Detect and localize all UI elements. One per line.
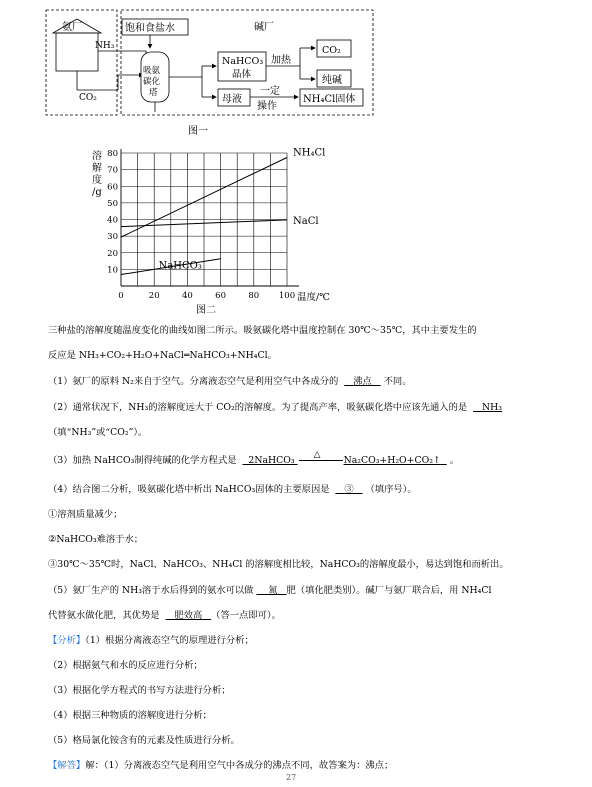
question-2-tail: （填“NH₃”或“CO₂”）。 [48,427,148,438]
question-5-text-2: 代替氨水做化肥，其优势是 [48,610,160,621]
tower-label-3: 塔 [149,88,158,98]
y-tick-label: 50 [107,198,118,209]
certain-op-label-2: 操作 [257,101,277,112]
option-2: ②NaHCO₃难溶于水； [48,534,144,545]
x-tick-label: 20 [148,291,160,301]
question-5-text: （5）氨厂生产的 NH₃溶于水后得到的氨水可以做 [48,585,254,596]
question-3: （3）加热 NaHCO₃制得纯碱的化学方程式是 2NaHCO₃ △ Na₂CO₃+H₂O+CO₂↑ 。 [48,450,459,466]
para-intro-1: 三种盐的溶解度随温度变化的曲线如图二所示。吸氨碳化塔中温度控制在 30℃～35℃，其中主要发生的 [48,325,477,336]
y-tick-label: 40 [107,215,118,226]
question-4 [48,484,417,496]
question-1-answer: 沸点 [353,376,372,387]
mother-liquor-label: 母液 [222,94,242,105]
question-5-line2 [48,610,281,622]
co2-feed-label: CO₂ [79,93,97,103]
nahco3-crystal-label-1: NaHCO₃ [222,56,264,67]
x-axis-label: 温度/℃ [297,292,330,303]
series-label: NH₄Cl [293,147,326,159]
y-axis-label: 度 [92,175,102,186]
page-number: 27 [286,773,297,782]
y-axis-label: 溶 [92,151,102,162]
question-4-answer: ③ [344,484,354,495]
analysis-2: （2）根据氨气和水的反应进行分析； [48,660,203,671]
x-tick-label: 80 [248,291,260,301]
question-5-tail: （答一点即可）。 [211,610,281,621]
x-tick-label: 40 [181,291,193,301]
question-1-tail: 不同。 [383,376,412,387]
question-2-answer: NH₃ [481,402,502,413]
tower-label-2: 碳化 [143,77,161,87]
soda-plant-label: 碱厂 [254,22,274,33]
tower-label-1: 吸氨 [143,66,161,76]
y-tick-label: 10 [107,265,118,276]
x-tick-label: 60 [215,291,227,301]
y-tick-label: 30 [107,232,118,243]
question-2 [48,402,502,414]
option-3: ③30℃～35℃时，NaCl、NaHCO₃、NH₄Cl 的溶解度相比较，NaHCO₃的溶解度最小，易达到饱和而析出。 [48,559,509,570]
analysis-4: （4）根据三种物质的溶解度进行分析； [48,710,212,721]
question-3-text: （3）加热 NaHCO₃制得纯碱的化学方程式是 [48,455,237,466]
ammonia-plant-label: 氨厂 [62,22,82,33]
option-1: ①溶剂质量减少； [48,509,123,520]
certain-op-label-1: 一定 [260,86,280,97]
analysis-tag: 【分析】 [48,635,86,646]
x-tick-label: 100 [278,291,296,301]
nh3-label: NH₃ [95,41,115,51]
analysis-3: （3）根据化学方程式的书写方法进行分析； [48,685,231,696]
x-tick-label: 0 [118,291,124,301]
heat-label: 加热 [271,55,291,66]
question-1 [48,376,412,388]
question-2-text: （2）通常状况下，NH₃的溶解度远大于 CO₂的溶解度。为了提高产率，吸氨碳化塔中应该先通入的是 [48,402,468,413]
y-tick-label: 20 [107,248,118,259]
question-3-equation-lhs: 2NaHCO₃ [248,455,295,466]
y-tick-label: 70 [107,165,118,176]
series-label: NaHCO₃ [158,260,202,272]
question-1-text: （1）氨厂的原料 N₂来自于空气。分离液态空气是利用空气中各成分的 [48,376,339,387]
question-4-tail: （填序号）。 [365,484,417,495]
series-label: NaCl [293,215,319,227]
analysis-1: 【分析】（1）根据分离液态空气的原理进行分析； [48,635,254,646]
question-3-equation-rhs: Na₂CO₃+H₂O+CO₂↑ [343,455,441,466]
para-intro-2: 反应是 NH₃+CO₂+H₂O+NaCl═NaHCO₃+NH₄Cl。 [48,350,277,361]
analysis-5: （5）格局氯化铵含有的元素及性质进行分析。 [48,735,240,746]
question-5-answer-1: 氮 [268,585,278,596]
y-tick-label: 80 [107,149,118,159]
figure2-caption: 图二 [196,305,216,316]
question-5-answer-2: 肥效高 [174,610,203,621]
nh4cl-solid-label: NH₄Cl固体 [303,94,356,105]
solution-1: 【解答】解：（1）分离液态空气是利用空气中各成分的沸点不同，故答案为：沸点； [48,760,394,771]
heat-triangle-icon: △ [299,460,343,461]
figure1-caption: 图一 [188,126,208,137]
y-axis-label: /g [92,187,102,198]
brine-label: 饱和食盐水 [125,23,175,34]
y-tick-label: 60 [107,182,118,193]
solubility-chart [0,138,592,318]
answer-tag: 【解答】 [48,760,86,771]
question-5 [48,585,491,597]
y-axis-label: 解 [92,163,102,174]
process-diagram [0,0,592,140]
question-5-mid: 肥（填化肥类别）。碱厂与氨厂联合后，用 NH₄Cl [286,585,492,596]
co2-product-label: CO₂ [322,45,341,56]
soda-ash-label: 纯碱 [322,75,342,86]
question-4-text: （4）结合图二分析，吸氨碳化塔中析出 NaHCO₃固体的主要原因是 [48,484,330,495]
nahco3-crystal-label-2: 晶体 [232,69,252,80]
